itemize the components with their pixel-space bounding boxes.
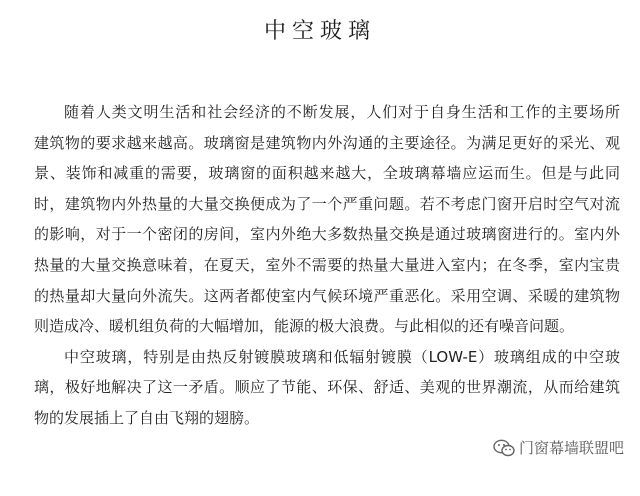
paragraph-1	[34, 97, 620, 342]
paragraph-line: 璃，极好地解决了这一矛盾。顺应了节能、环保、舒适、美观的世界潮流，从而给建筑	[34, 378, 620, 397]
watermark-text: 门窗幕墙联盟吧	[518, 439, 624, 457]
paragraph-line: 随着人类文明生活和社会经济的不断发展，人们对于自身生活和工作的主要场所	[64, 103, 620, 121]
paragraph-line: 时，建筑物内外热量的大量交换便成为了一个严重问题。若不考虑门窗开启时空气对流	[34, 194, 620, 213]
page-title: 中空玻璃	[263, 19, 376, 44]
paragraph-line: 则造成冷、暖机组负荷的大幅增加，能源的极大浪费。与此相似的还有噪音问题。	[34, 317, 575, 336]
paragraph-line: 物的发展插上了自由飞翔的翅膀。	[34, 408, 260, 427]
article-body	[34, 97, 620, 434]
paragraph-line: 的影响，对于一个密闭的房间，室内外绝大多数热量交换是通过玻璃窗进行的。室内外	[34, 225, 620, 244]
paragraph-line: 热量的大量交换意味着，在夏天，室外不需要的热量大量进入室内；在冬季，室内宝贵	[34, 255, 620, 274]
paragraph-line: 的热量却大量向外流失。这两者都使室内气候环境严重恶化。采用空调、采暖的建筑物	[34, 286, 620, 305]
watermark	[493, 437, 624, 458]
paragraph-line: 建筑物的要求越来越高。玻璃窗是建筑物内外沟通的主要途径。为满足更好的采光、观	[34, 133, 620, 152]
paragraph-line: 中空玻璃，特别是由热反射镀膜玻璃和低辐射镀膜（LOW-E）玻璃组成的中空玻	[64, 347, 620, 366]
paragraph-line: 景、装饰和减重的需要，玻璃窗的面积越来越大，全玻璃幕墙应运而生。但是与此同	[34, 164, 620, 183]
paragraph-2	[34, 342, 620, 434]
wechat-icon	[493, 439, 515, 457]
